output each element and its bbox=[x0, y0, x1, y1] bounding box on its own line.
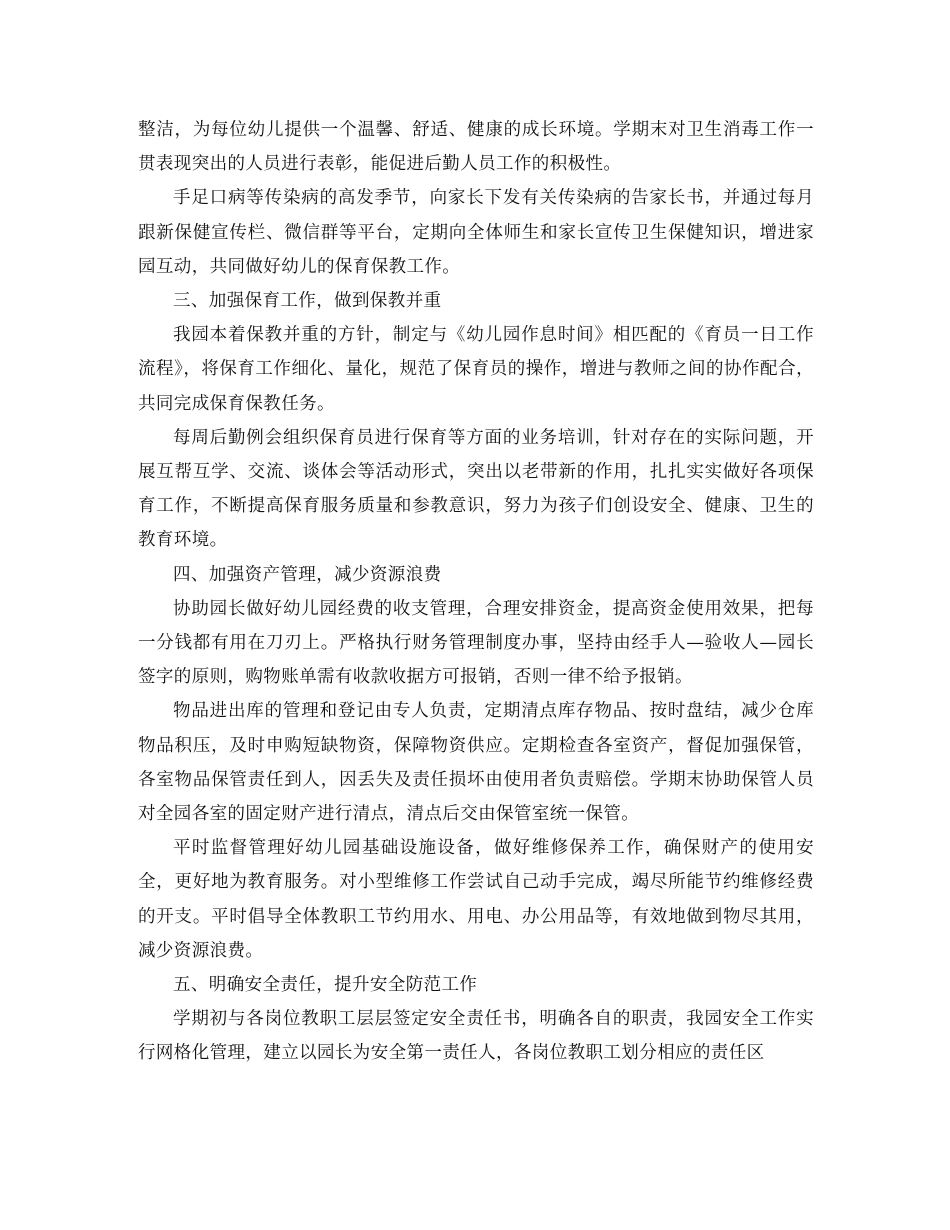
paragraph-weekly-training: 每周后勤例会组织保育员进行保育等方面的业务培训，针对存在的实际问题，开展互帮互学、交流、谈体会等活动形式，突出以老带新的作用，扎扎实实做好各项保育工作，不断提高保育服务质量和参教意识，努力为孩子们创设安全、健康、卫生的教育环境。 bbox=[138, 427, 814, 551]
section-heading-5: 五、明确安全责任，提升安全防范工作 bbox=[173, 975, 478, 996]
paragraph-continuation: 整洁，为每位幼儿提供一个温馨、舒适、健康的成长环境。学期末对卫生消毒工作一贯表现突出的人员进行表彰，能促进后勤人员工作的积极性。 bbox=[138, 120, 814, 175]
paragraph-inventory: 物品进出库的管理和登记由专人负责，定期清点库存物品、按时盘结，减少仓库物品积压，及时申购短缺物资，保障物资供应。定期检查各室资产，督促加强保管，各室物品保管责任到人，因丢失及责任损坏由使用者负责赔偿。学期末协助保管人员对全园各室的固定财产进行清点，清点后交由保管室统一保管。 bbox=[138, 701, 814, 825]
section-heading-3: 三、加强保育工作，做到保教并重 bbox=[173, 291, 442, 312]
document-body bbox=[138, 113, 814, 1071]
paragraph-safety: 学期初与各岗位教职工层层签定安全责任书，明确各自的职责，我园安全工作实行网格化管理，建立以园长为安全第一责任人，各岗位教职工划分相应的责任区 bbox=[138, 1009, 814, 1064]
section-heading-4: 四、加强资产管理，减少资源浪费 bbox=[173, 564, 442, 585]
paragraph-care-policy: 我园本着保教并重的方针，制定与《幼儿园作息时间》相匹配的《育员一日工作流程》，将保育工作细化、量化，规范了保育员的操作，增进与教师之间的协作配合，共同完成保育保教任务。 bbox=[138, 325, 814, 414]
paragraph-finance: 协助园长做好幼儿园经费的收支管理，合理安排资金，提高资金使用效果，把每一分钱都有用在刀刃上。严格执行财务管理制度办事，坚持由经手人—验收人—园长签字的原则，购物账单需有收款收据方可报销，否则一律不给予报销。 bbox=[138, 598, 814, 688]
paragraph-maintenance: 平时监督管理好幼儿园基础设施设备，做好维修保养工作，确保财产的使用安全，更好地为教育服务。对小型维修工作尝试自己动手完成，竭尽所能节约维修经费的开支。平时倡导全体教职工节约用水、用电、办公用品等，有效地做到物尽其用，减少资源浪费。 bbox=[138, 838, 814, 961]
paragraph-health-promotion: 手足口病等传染病的高发季节，向家长下发有关传染病的告家长书，并通过每月跟新保健宣传栏、微信群等平台，定期向全体师生和家长宣传卫生保健知识，增进家园互动，共同做好幼儿的保育保教工作。 bbox=[138, 188, 814, 277]
